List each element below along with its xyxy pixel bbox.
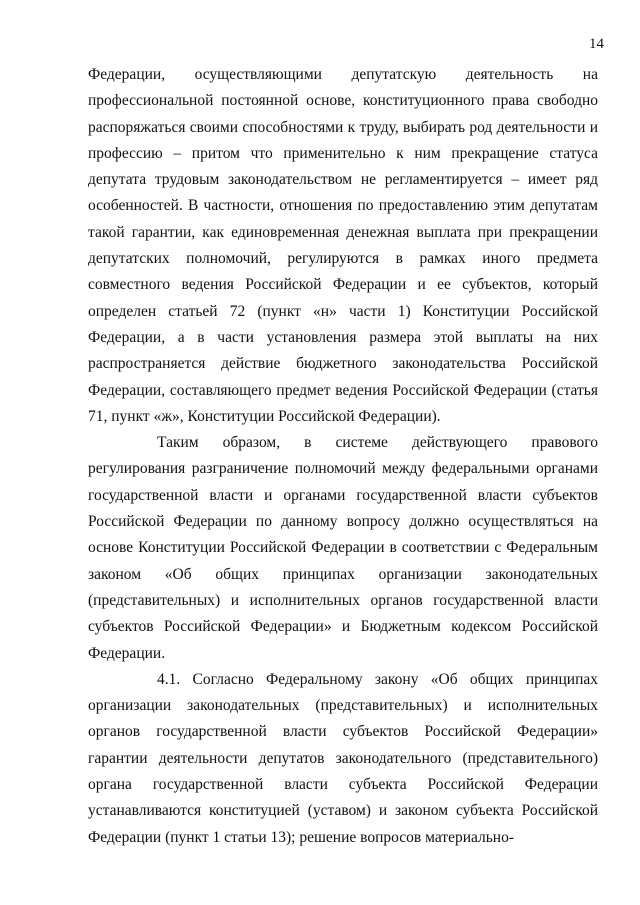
paragraph-conclusion: Таким образом, в системе действующего правового регулирования разграничение полномочий между федеральными органами государственной власти и органами государственной власти субъектов Российской Федерации по данному вопросу должно осуществляться на основе Конституции Российской Федерации в соответствии с Федеральным законом «Об общих принципах организации законодательных (представительных) и исполнительных органов государственной власти субъектов Российской Федерации» и Бюджетным кодексом Российской Федерации. (88, 434, 598, 662)
paragraph-continuation: Федерации, осуществляющими депутатскую деятельность на профессиональной постоянной основе, конституционного права свободно распоряжаться своими способностями к труду, выбирать род деятельности и профессию – притом что применительно к ним прекращение статуса депутата трудовым законодательством не регламентируется – имеет ряд особенностей. В частности, отношения по предоставлению этим депутатам такой гарантии, как единовременная денежная выплата при прекращении депутатских полномочий, регулируются в рамках иного предмета совместного ведения Российской Федерации и ее субъектов, который определен статьей 72 (пункт «н» части 1) Конституции Российской Федерации, а в части установления размера этой выплаты на них распространяется действие бюджетного законодательства Российской Федерации, составляющего предмет ведения Российской Федерации (статья 71, пункт «ж», Конституции Российской Федерации). (88, 66, 598, 425)
paragraph-section-4-1: 4.1. Согласно Федеральному закону «Об общих принципах организации законодательных (представительных) и исполнительных органов государственной власти субъектов Российской Федерации» гарантии деятельности депутатов законодательного (представительного) органа государственной власти субъекта Российской Федерации устанавливаются конституцией (уставом) и законом субъекта Российской Федерации (пункт 1 статьи 13); решение вопросов материально- (88, 670, 598, 846)
document-body (88, 62, 598, 851)
page-number: 14 (589, 36, 604, 52)
